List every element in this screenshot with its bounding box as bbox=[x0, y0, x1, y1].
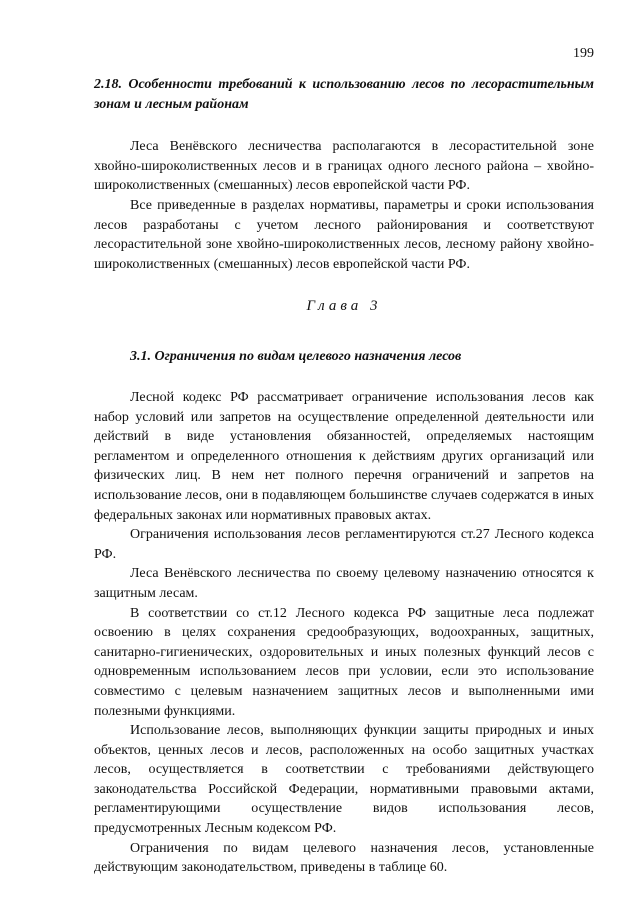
paragraph: Леса Венёвского лесничества располагаются в лесорастительной зоне хвойно-широколиственных лесов и в границах одного лесного района – хвойно-широколиственных (смешанных) лесов европейской части РФ. bbox=[94, 139, 594, 194]
paragraph: Ограничения по видам целевого назначения лесов, установленные действующим законодательством, приведены в таблице 60. bbox=[94, 840, 594, 876]
subsection-heading: 3.1. Ограничения по видам целевого назначения лесов bbox=[130, 349, 462, 364]
section-3-1-body bbox=[94, 388, 594, 878]
section-2-18 bbox=[94, 75, 594, 274]
paragraph: Все приведенные в разделах нормативы, параметры и сроки использования лесов разработаны с учетом лесного районирования и соответствуют лесорастительной зоне хвойно-широколиственных лесов, лесному району хвойно-широколиственных (смешанных) лесов европейской части РФ. bbox=[94, 197, 594, 272]
paragraph: Использование лесов, выполняющих функции защиты природных и иных объектов, ценных лесов и лесов, расположенных на особо защитных участках лесов, осуществляется в соответствии с требованиями действующего законодательства Российской Федерации, нормативными правовыми актами, регламентирующими осуществление видов использования лесов, предусмотренных Лесным кодексом РФ. bbox=[94, 723, 594, 837]
page-number: 199 bbox=[573, 46, 594, 61]
section-heading: 2.18. Особенности требований к использованию лесов по лесорастительным зонам и лесным районам bbox=[94, 77, 594, 112]
paragraph: Лесной кодекс РФ рассматривает ограничение использования лесов как набор условий или запретов на осуществление определенной деятельности или действий в виде установления обязанностей, определяемых настоящим регламентом и определенного отношения к действиям других организаций или физических лиц. В нем нет полного перечня ограничений и запретов на использование лесов, они в подавляющем большинстве случаев содержатся в иных федеральных законах или нормативных правовых актах. bbox=[94, 390, 594, 523]
paragraph: Ограничения использования лесов регламентируются ст.27 Лесного кодекса РФ. bbox=[94, 527, 594, 562]
paragraph: В соответствии со ст.12 Лесного кодекса РФ защитные леса подлежат освоению в целях сохранения средообразующих, водоохранных, защитных, санитарно-гигиенических, оздоровительных и иных полезных функций лесов с одновременным использованием лесов при условии, если это использование совместимо с целевым назначением защитных лесов и выполненными ими полезными функциями. bbox=[94, 605, 594, 719]
paragraph: Леса Венёвского лесничества по своему целевому назначению относятся к защитным лесам. bbox=[94, 566, 594, 601]
chapter-title: Глава 3 bbox=[306, 298, 382, 314]
